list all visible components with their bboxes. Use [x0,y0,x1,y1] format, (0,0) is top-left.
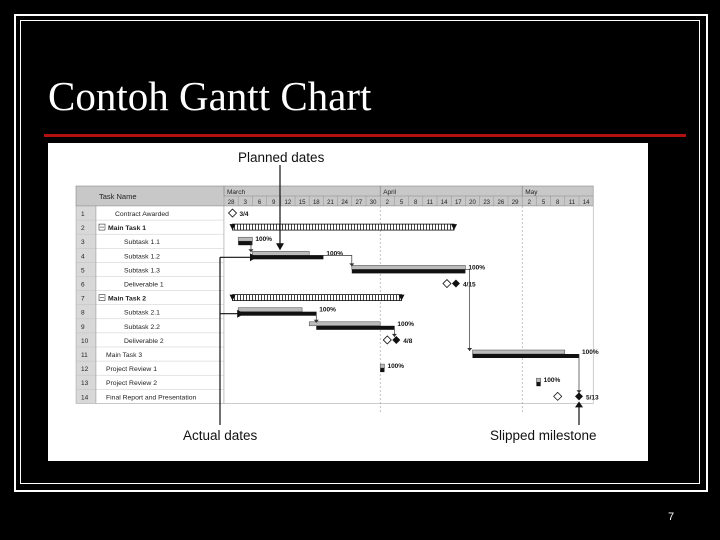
task-name: Subtask 1.3 [124,267,160,275]
day-label: 14 [582,200,590,206]
actual-bar [238,312,316,316]
gantt-chart [48,143,648,461]
row-id: 3 [81,239,85,247]
planned-bar [309,322,380,326]
planned-bar [252,251,309,255]
day-label: 3 [243,200,247,206]
planned-bar [473,350,565,354]
row-id: 6 [81,281,85,289]
day-label: 30 [369,200,377,206]
row-id: 7 [81,295,85,303]
task-name: Subtask 1.2 [124,253,160,261]
row-id: 8 [81,309,85,317]
row-id: 4 [81,253,85,261]
day-label: 26 [497,200,505,206]
page-number: 7 [668,511,675,523]
percent-complete-label: 100% [582,349,599,356]
day-label: 9 [272,200,276,206]
gantt-screenshot-panel [48,143,648,461]
task-name: Deliverable 2 [124,337,164,345]
day-label: 8 [414,200,418,206]
row-id: 11 [81,352,88,359]
task-name: Subtask 1.1 [124,239,160,247]
row-id: 1 [81,211,85,218]
actual-bar [536,382,540,386]
task-name: Contract Awarded [115,211,169,218]
milestone-date-label: 4/15 [462,281,476,289]
task-name: Project Review 2 [106,380,157,388]
row-id: 10 [81,337,89,345]
row-id: 13 [81,380,89,388]
day-label: 12 [284,200,292,206]
percent-complete-label: 100% [326,250,344,258]
task-name: Main Task 2 [108,295,147,303]
actual-bar [380,368,384,372]
row-id: 14 [81,394,89,402]
day-label: 17 [454,200,462,206]
day-label: 27 [355,200,363,206]
planned-bar [238,237,252,241]
month-label-march: March [227,189,246,196]
day-label: 2 [527,200,531,206]
planned-dates-callout: Planned dates [238,150,325,165]
actual-bar [316,326,394,330]
task-name: Subtask 2.1 [124,309,160,317]
day-label: 29 [511,200,519,206]
percent-complete-label: 100% [387,363,405,371]
milestone-date-label: 3/4 [239,211,249,219]
day-label: 21 [327,200,334,206]
actual-bar [252,255,323,259]
day-label: 24 [341,200,349,206]
row-id: 9 [81,323,85,331]
slide-title: Contoh Gantt Chart [48,73,372,119]
planned-bar [536,378,540,382]
day-label: 8 [556,200,560,206]
percent-complete-label: 100% [319,306,336,314]
day-label: 18 [312,200,320,206]
task-name-header: Task Name [99,192,137,201]
day-label: 5 [399,200,404,206]
day-label: 15 [298,200,306,206]
actual-bar [238,241,252,245]
percent-complete-label: 100% [468,264,486,272]
summary-bar [233,295,402,301]
day-label: 20 [469,200,476,206]
timeline-area [224,206,593,403]
milestone-date-label: 4/8 [403,337,413,345]
title-underline [44,134,686,137]
planned-bar [238,308,302,312]
row-id: 5 [81,267,85,275]
task-name: Final Report and Presentation [106,394,197,402]
actual-bar [352,269,466,273]
day-label: 5 [541,200,546,206]
actual-dates-callout: Actual dates [183,428,258,443]
percent-complete-label: 100% [255,236,273,244]
task-name: Subtask 2.2 [124,323,160,331]
milestone-date-label: 5/13 [586,394,599,402]
slipped-milestone-callout: Slipped milestone [490,428,597,443]
day-label: 11 [568,200,576,206]
task-name: Deliverable 1 [124,281,164,289]
planned-bar [380,364,384,368]
day-label: 2 [385,200,389,206]
month-label-may: May [525,189,538,196]
row-id: 12 [81,366,89,374]
row-id: 2 [81,225,85,233]
percent-complete-label: 100% [397,320,415,328]
day-label: 11 [426,200,434,206]
day-label: 14 [440,200,448,206]
percent-complete-label: 100% [543,377,561,385]
task-name: Project Review 1 [106,366,157,374]
day-label: 6 [257,200,262,206]
task-name: Main Task 3 [106,352,143,359]
day-label: 23 [483,200,491,206]
task-name: Main Task 1 [108,225,147,233]
actual-bar [473,354,580,358]
planned-bar [352,265,466,269]
month-label-april: April [383,189,397,196]
day-label: 28 [227,200,235,206]
